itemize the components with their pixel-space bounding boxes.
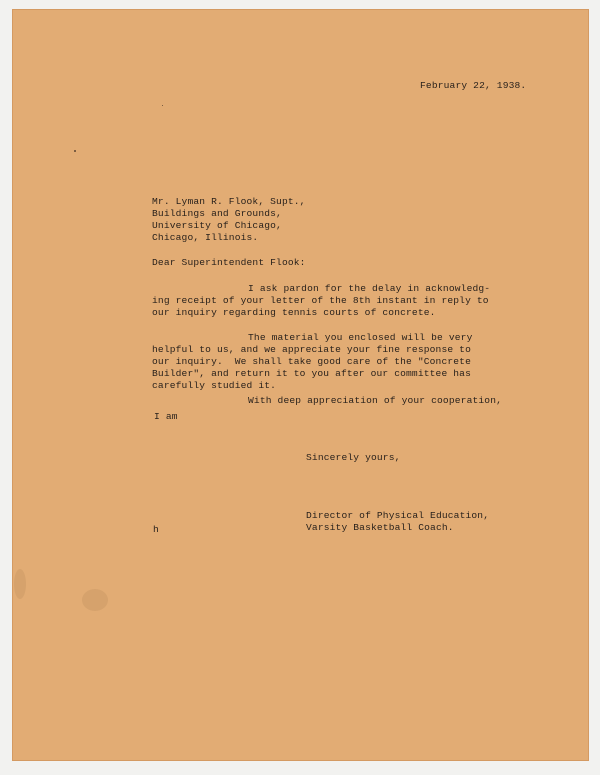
paragraph-3: With deep appreciation of your cooperation,	[248, 395, 503, 406]
letter-body	[12, 9, 589, 761]
closing: Sincerely yours,	[306, 452, 401, 463]
paragraph-2-line-4: Builder", and return it to you after our committee has	[152, 368, 471, 379]
addressee-line-4: Chicago, Illinois.	[152, 232, 259, 243]
paragraph-2-line-1: The material you enclosed will be very	[248, 332, 473, 343]
paragraph-2-line-3: our inquiry. We shall take good care of the "Concrete	[152, 356, 471, 367]
letter-date: February 22, 1938.	[420, 80, 527, 91]
paragraph-1-line-3: our inquiry regarding tennis courts of concrete.	[152, 307, 436, 318]
typist-initials: h	[153, 524, 159, 535]
addressee-line-1: Mr. Lyman R. Flook, Supt.,	[152, 196, 306, 207]
paragraph-2-line-5: carefully studied it.	[152, 380, 277, 391]
paragraph-1-line-2: ing receipt of your letter of the 8th instant in reply to	[152, 295, 489, 306]
paragraph-1-line-1: I ask pardon for the delay in acknowledg-	[248, 283, 491, 294]
salutation: Dear Superintendent Flook:	[152, 257, 306, 268]
paragraph-2-line-2: helpful to us, and we appreciate your fine response to	[152, 344, 471, 355]
i-am-line: I am	[154, 411, 178, 422]
signature-line-2: Varsity Basketball Coach.	[306, 522, 454, 533]
signature-line-1: Director of Physical Education,	[306, 510, 490, 521]
letter-page	[12, 9, 589, 761]
addressee-line-3: University of Chicago,	[152, 220, 282, 231]
addressee-line-2: Buildings and Grounds,	[152, 208, 282, 219]
